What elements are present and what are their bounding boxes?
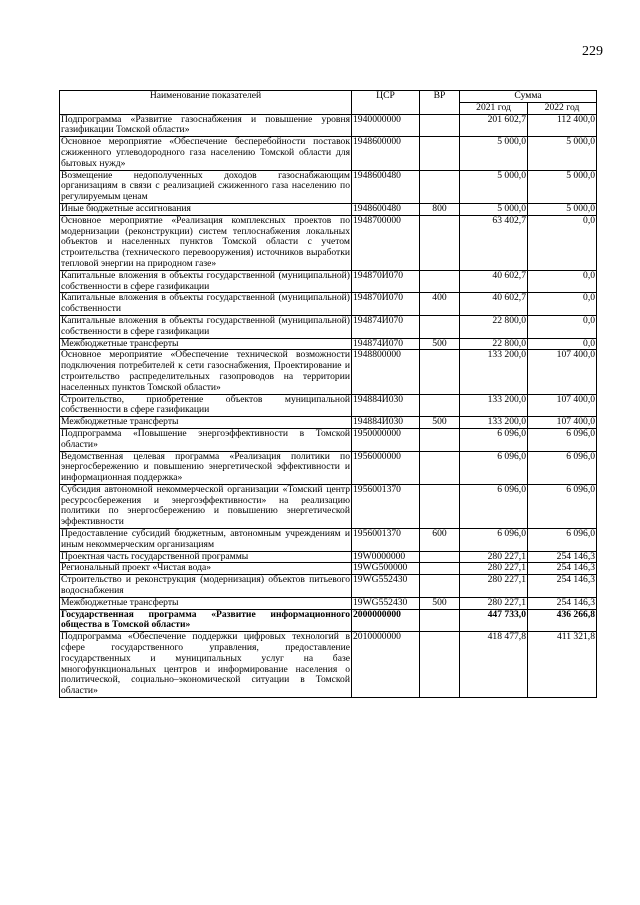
cell-csr: 1948600000 (352, 137, 420, 170)
cell-vr (420, 609, 460, 632)
table-row (60, 428, 597, 451)
page-number: 229 (582, 44, 603, 59)
cell-name: Подпрограмма «Обеспечение поддержки цифровых технологий в сфере государственного управления, предоставление государственных и муниципальных услуг на базе многофункциональных центров и информирование населения о политической, социально–экономической ситуации в Томской области» (61, 631, 350, 697)
cell-sum-2022: 6 096,0 (528, 484, 597, 528)
cell-name: Предоставление субсидий бюджетным, автономным учреждениям и иным некоммерческим организациям (61, 528, 350, 550)
cell-sum-2021: 22 800,0 (460, 338, 528, 350)
cell-name: Субсидия автономной некоммерческой организации «Томский центр ресурсосбережения и энергоэффективности» на реализацию политики по энергосбережению и повышению энергетической эффективности (61, 483, 350, 528)
cell-sum-2021: 418 477,8 (460, 632, 528, 698)
cell-csr: 19W0000000 (352, 551, 420, 563)
cell-vr (420, 137, 460, 170)
cell-name: Проектная часть государственной программы (60, 551, 352, 563)
cell-sum-2021: 40 602,7 (460, 270, 528, 293)
cell-vr: 800 (420, 203, 460, 215)
table-row (60, 350, 597, 394)
cell-csr: 1950000000 (352, 428, 420, 451)
header-name: Наименование показателей (60, 91, 352, 115)
cell-sum-2022: 411 321,8 (528, 632, 597, 698)
cell-vr (420, 428, 460, 451)
cell-csr: 1940000000 (352, 114, 420, 137)
cell-sum-2021: 6 096,0 (460, 451, 528, 484)
cell-name: Основное мероприятие «Обеспечение бесперебойности поставок сжиженного углеводородного газа населению Томской области для бытовых нужд» (61, 136, 350, 169)
cell-sum-2021: 447 733,0 (460, 609, 528, 632)
cell-name: Капитальные вложения в объекты государственной (муниципальной) собственности (61, 292, 350, 315)
cell-name: Подпрограмма «Повышение энергоэффективности в Томской области» (61, 427, 350, 450)
table-row (60, 394, 597, 417)
cell-csr: 194870И070 (352, 270, 420, 293)
table-row (60, 451, 597, 484)
cell-csr: 19WG552430 (352, 597, 420, 609)
cell-csr: 2000000000 (352, 609, 420, 632)
cell-sum-2021: 133 200,0 (460, 417, 528, 429)
cell-sum-2022: 0,0 (528, 315, 597, 338)
cell-vr: 500 (420, 417, 460, 429)
cell-sum-2022: 6 096,0 (528, 451, 597, 484)
cell-csr: 194884И030 (352, 417, 420, 429)
cell-vr (420, 270, 460, 293)
table-row (60, 170, 597, 203)
cell-sum-2022: 5 000,0 (528, 170, 597, 203)
cell-sum-2021: 22 800,0 (460, 315, 528, 338)
header-year-2021: 2021 год (460, 102, 528, 114)
cell-sum-2022: 254 146,3 (528, 597, 597, 609)
cell-csr: 1948600480 (352, 203, 420, 215)
table-row (60, 529, 597, 552)
cell-name: Основное мероприятие «Реализация комплексных проектов по модернизации (реконструкции) систем теплоснабжения локальных объектов и населенных пунктов Томской области с учетом строительства (технического перевооружения) источников выработки тепловой энергии на природном газе» (61, 214, 350, 269)
cell-sum-2022: 107 400,0 (528, 417, 597, 429)
table-row (60, 417, 597, 429)
table-row (60, 551, 597, 563)
cell-sum-2022: 254 146,3 (528, 563, 597, 575)
cell-name: Межбюджетные трансферты (60, 417, 352, 429)
header-sum: Сумма (460, 91, 597, 103)
cell-csr: 194870И070 (352, 293, 420, 316)
cell-sum-2022: 112 400,0 (528, 114, 597, 137)
cell-vr (420, 563, 460, 575)
cell-sum-2021: 280 227,1 (460, 597, 528, 609)
cell-sum-2022: 6 096,0 (528, 428, 597, 451)
cell-name: Государственная программа «Развитие информационного общества в Томской области» (61, 608, 350, 631)
cell-name: Основное мероприятие «Обеспечение технической возможности подключения потребителей к сети газоснабжения, Проектирование и строительство распределительных газопроводов на территории населенных пунктов Томской области» (61, 349, 350, 393)
cell-name: Возмещение недополученных доходов газоснабжающим организациям в связи с реализацией сжиженного газа населению по регулируемым ценам (61, 169, 350, 203)
cell-vr: 600 (420, 529, 460, 552)
cell-vr (420, 394, 460, 417)
table-row (60, 270, 597, 293)
cell-sum-2021: 280 227,1 (460, 575, 528, 598)
cell-name: Иные бюджетные ассигнования (60, 203, 352, 215)
cell-sum-2022: 0,0 (528, 293, 597, 316)
cell-sum-2021: 133 200,0 (460, 394, 528, 417)
table-row (60, 597, 597, 609)
table-row (60, 609, 597, 632)
cell-sum-2021: 6 096,0 (460, 484, 528, 528)
cell-sum-2022: 107 400,0 (528, 350, 597, 394)
table-row (60, 137, 597, 170)
cell-vr: 400 (420, 293, 460, 316)
table-row (60, 203, 597, 215)
cell-sum-2021: 280 227,1 (460, 563, 528, 575)
cell-name: Региональный проект «Чистая вода» (60, 563, 352, 575)
cell-vr (420, 114, 460, 137)
cell-sum-2021: 280 227,1 (460, 551, 528, 563)
cell-csr: 1956000000 (352, 451, 420, 484)
cell-vr (420, 350, 460, 394)
cell-sum-2021: 5 000,0 (460, 203, 528, 215)
cell-csr: 2010000000 (352, 632, 420, 698)
table-body (60, 114, 597, 697)
cell-name: Капитальные вложения в объекты государственной (муниципальной) собственности в сфере газификации (61, 314, 350, 337)
header-year-2022: 2022 год (528, 102, 597, 114)
cell-sum-2021: 63 402,7 (460, 215, 528, 270)
table-row (60, 632, 597, 698)
cell-vr (420, 632, 460, 698)
cell-vr (420, 484, 460, 528)
table-row (60, 114, 597, 137)
cell-sum-2022: 0,0 (528, 215, 597, 270)
cell-sum-2022: 5 000,0 (528, 137, 597, 170)
cell-name: Строительство и реконструкция (модернизация) объектов питьевого водоснабжения (61, 574, 350, 597)
cell-sum-2022: 436 266,8 (528, 609, 597, 632)
cell-vr (420, 215, 460, 270)
table-row (60, 293, 597, 316)
cell-sum-2022: 107 400,0 (528, 394, 597, 417)
cell-sum-2021: 6 096,0 (460, 428, 528, 451)
table-row (60, 484, 597, 528)
cell-name: Межбюджетные трансферты (60, 338, 352, 350)
cell-name: Межбюджетные трансферты (60, 597, 352, 609)
cell-csr: 1956001370 (352, 529, 420, 552)
cell-csr: 1948700000 (352, 215, 420, 270)
table-header (60, 91, 597, 115)
cell-sum-2022: 0,0 (528, 338, 597, 350)
cell-sum-2021: 133 200,0 (460, 350, 528, 394)
cell-sum-2021: 201 602,7 (460, 114, 528, 137)
cell-vr (420, 451, 460, 484)
cell-sum-2022: 254 146,3 (528, 551, 597, 563)
cell-sum-2022: 254 146,3 (528, 575, 597, 598)
cell-name: Капитальные вложения в объекты государственной (муниципальной) собственности в сфере газификации (61, 269, 350, 292)
cell-vr (420, 551, 460, 563)
table-row (60, 215, 597, 270)
cell-vr (420, 170, 460, 203)
cell-vr (420, 575, 460, 598)
table-row (60, 338, 597, 350)
cell-name: Подпрограмма «Развитие газоснабжения и повышение уровня газификации Томской области» (61, 113, 350, 136)
cell-sum-2022: 5 000,0 (528, 203, 597, 215)
budget-table (59, 90, 597, 698)
cell-csr: 194884И030 (352, 394, 420, 417)
cell-csr: 1948600480 (352, 170, 420, 203)
table-row (60, 315, 597, 338)
cell-sum-2022: 6 096,0 (528, 529, 597, 552)
cell-name: Ведомственная целевая программа «Реализация политики по энергосбережению и повышению энергетической эффективности и информационная поддержка» (61, 450, 350, 484)
cell-sum-2021: 5 000,0 (460, 170, 528, 203)
cell-csr: 194874И070 (352, 315, 420, 338)
cell-vr (420, 315, 460, 338)
cell-name: Строительство, приобретение объектов муниципальной собственности в сфере газификации (61, 393, 350, 416)
cell-csr: 1948800000 (352, 350, 420, 394)
cell-sum-2021: 6 096,0 (460, 529, 528, 552)
cell-vr: 500 (420, 338, 460, 350)
cell-sum-2022: 0,0 (528, 270, 597, 293)
table-row (60, 575, 597, 598)
table-row (60, 563, 597, 575)
cell-sum-2021: 40 602,7 (460, 293, 528, 316)
header-csr: ЦСР (352, 91, 420, 115)
cell-csr: 194874И070 (352, 338, 420, 350)
cell-csr: 19WG552430 (352, 575, 420, 598)
cell-sum-2021: 5 000,0 (460, 137, 528, 170)
cell-csr: 1956001370 (352, 484, 420, 528)
cell-vr: 500 (420, 597, 460, 609)
header-vr: ВР (420, 91, 460, 115)
cell-csr: 19WG500000 (352, 563, 420, 575)
